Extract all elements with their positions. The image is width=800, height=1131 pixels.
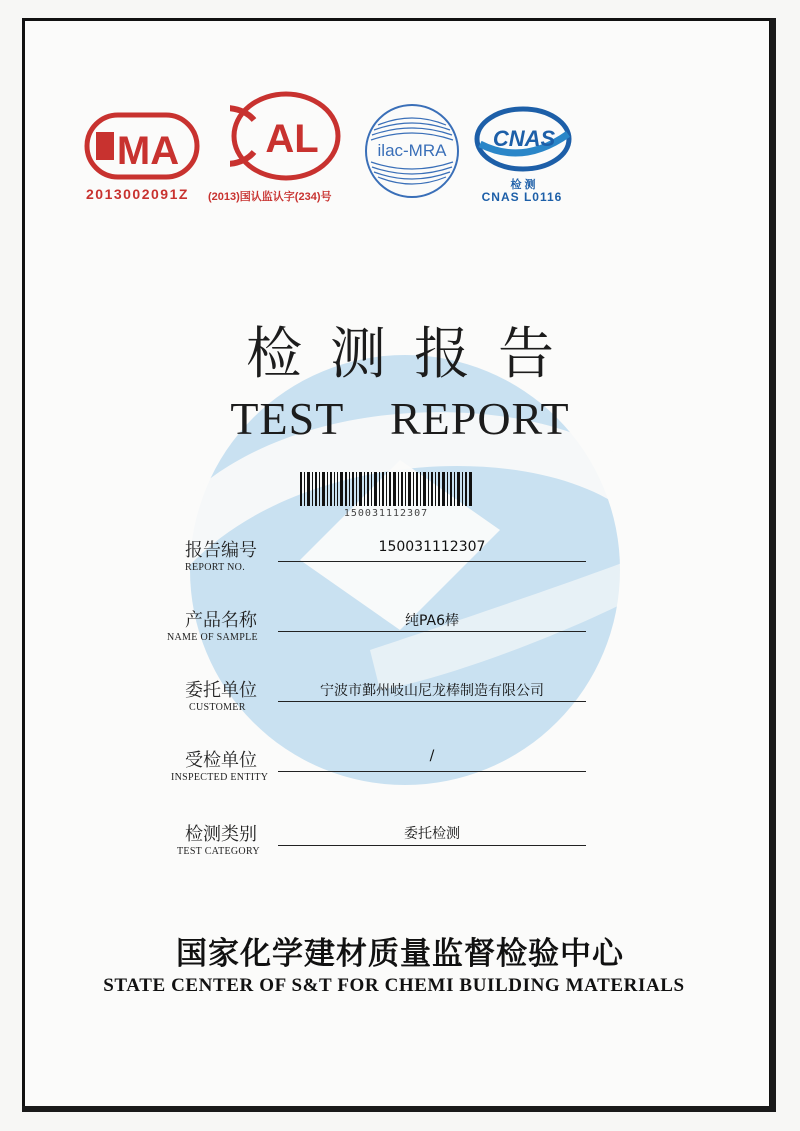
cal-certificate-number: (2013)国认监认字(234)号 [208, 191, 332, 203]
field-label-cn: 委托单位 [185, 680, 257, 701]
field-value: / [429, 748, 435, 764]
field-label-en: TEST CATEGORY [177, 846, 260, 857]
organization-name-cn: 国家化学建材质量监督检验中心 [176, 936, 624, 972]
barcode [300, 472, 472, 506]
report-title-cn: 检测报告 [246, 322, 582, 387]
field-label-cn: 产品名称 [185, 610, 257, 631]
organization-name-en: STATE CENTER OF S&T FOR CHEMI BUILDING MATERIALS [103, 975, 685, 996]
cma-seal-logo [84, 112, 200, 180]
field-underline [278, 701, 586, 702]
cnas-logo [472, 104, 574, 174]
cma-certificate-number: 2013002091Z [86, 186, 189, 202]
cma-seal-text: MA [116, 129, 180, 173]
field-label-en: CUSTOMER [189, 702, 246, 713]
field-underline [278, 561, 586, 562]
cal-seal-text: AL [265, 117, 319, 161]
field-underline [278, 771, 586, 772]
field-value: 纯PA6棒 [404, 613, 460, 629]
field-label-en: NAME OF SAMPLE [167, 632, 258, 643]
field-value: 委托检测 [404, 826, 460, 842]
field-label-cn: 受检单位 [185, 750, 257, 771]
ilac-mra-logo [362, 102, 462, 200]
field-value: 宁波市鄞州岐山尼龙棒制造有限公司 [320, 683, 544, 699]
field-value: 150031112307 [378, 539, 486, 555]
field-label-cn: 报告编号 [185, 540, 257, 561]
cnas-caption-cn: 检 测 [510, 179, 536, 191]
field-label-en: INSPECTED ENTITY [171, 772, 269, 783]
document-edge-bottom [22, 1106, 776, 1112]
cal-seal-logo [230, 90, 342, 182]
field-label-cn: 检测类别 [185, 824, 257, 845]
ilac-mra-text: ilac-MRA [377, 141, 447, 160]
cnas-accreditation-code: CNAS L0116 [481, 190, 563, 204]
report-title-en: TEST REPORT [230, 393, 570, 444]
barcode-number: 150031112307 [343, 508, 429, 519]
field-underline [278, 631, 586, 632]
cnas-logo-text: CNAS [492, 126, 556, 151]
field-label-en: REPORT NO. [185, 562, 246, 573]
field-underline [278, 845, 586, 846]
